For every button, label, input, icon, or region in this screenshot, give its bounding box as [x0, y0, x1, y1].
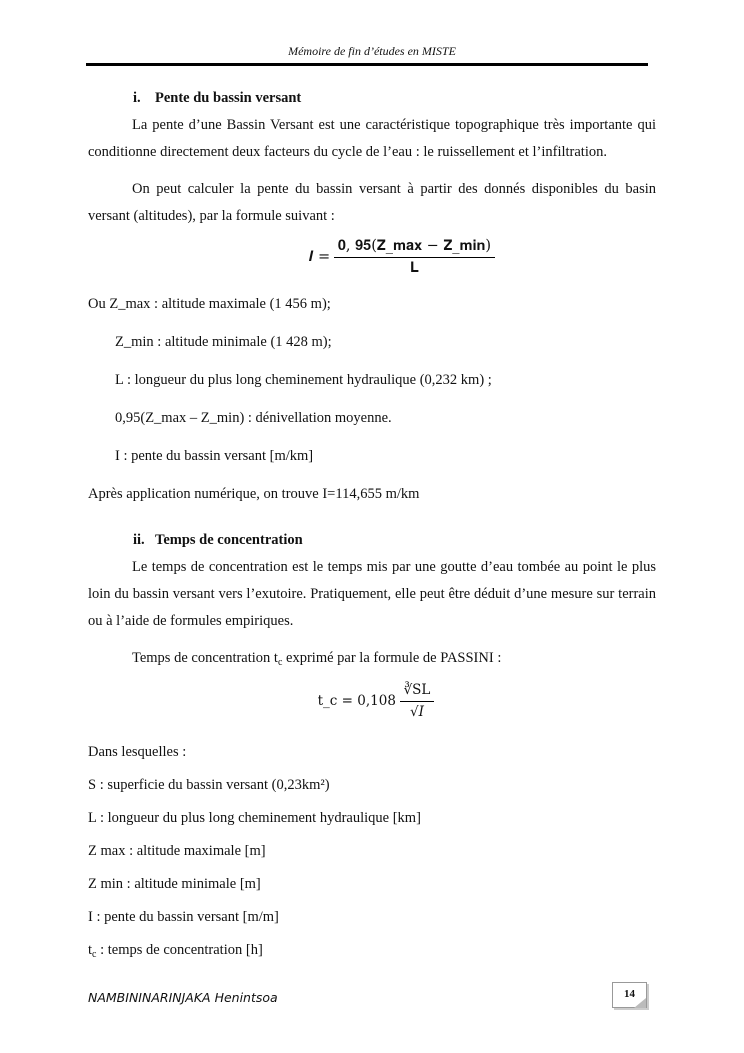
def-tc-prefix: t [88, 942, 93, 958]
section-i-heading [133, 88, 656, 108]
slope-formula [88, 238, 656, 290]
def-i2: I : pente du bassin versant [m/m] [88, 909, 279, 925]
section-ii-para2-sub: c [277, 657, 283, 668]
def-i: I : pente du bassin versant [m/km] [115, 448, 314, 464]
passini-formula-denominator: √𝐼 [409, 704, 424, 720]
section-ii-intro: Dans lesquelles : [88, 744, 187, 760]
passini-formula-numerator: ∛SL [400, 682, 435, 702]
section-i-result: Après application numérique, on trouve I=114,655 m/km [88, 486, 420, 502]
page-number: 14 [612, 982, 647, 1008]
def-zmin2: Z min : altitude minimale [m] [88, 876, 261, 892]
section-ii-number: ii. [133, 532, 145, 548]
def-zmax: Ou Z_max : altitude maximale (1 456 m); [88, 296, 331, 312]
def-zmax2: Z max : altitude maximale [m] [88, 843, 266, 859]
section-i-title: Pente du bassin versant [155, 90, 302, 106]
def-s: S : superficie du bassin versant (0,23km²) [88, 777, 330, 793]
section-ii-para2 [88, 645, 656, 676]
def-tc-suffix: : temps de concentration [h] [96, 942, 263, 958]
page-number-fold [634, 998, 646, 1008]
section-ii-title: Temps de concentration [155, 532, 303, 548]
section-ii-para1: Le temps de concentration est le temps mis par une goutte d’eau tombée au point le plus loin du bassin versant vers l’exutoire. Pratiquement, elle peut être déduit d’une mesure sur terrain ou à l’aide de formules empiriques. [88, 559, 656, 629]
def-tc-sub: c [92, 949, 97, 960]
section-ii-para2-prefix: Temps de concentration t [132, 650, 278, 666]
def-tc [88, 940, 656, 965]
section-ii-para2-suffix: exprimé par la formule de PASSINI : [282, 650, 502, 666]
def-zmin: Z_min : altitude minimale (1 428 m); [115, 334, 332, 350]
def-denivellation: 0,95(Z_max – Z_min) : dénivellation moyenne. [115, 410, 392, 426]
passini-formula [88, 682, 656, 738]
footer-author: NAMBININARINJAKA Henintsoa [88, 990, 278, 1005]
slope-formula-denominator: 𝐋 [409, 260, 419, 276]
section-i-para1: La pente d’une Bassin Versant est une caractéristique topographique très importante qui conditionne directement deux facteurs du cycle de l’eau : le ruissellement et l’infiltration. [88, 117, 656, 160]
section-i-para2: On peut calculer la pente du bassin versant à partir des donnés disponibles du basin versant (altitudes), par la formule suivant : [88, 181, 656, 224]
page-content [88, 88, 656, 965]
passini-formula-lhs: t_c = 0,108 [317, 693, 396, 709]
section-i-number: i. [133, 90, 141, 106]
header-rule [86, 63, 648, 66]
page-header-title: Mémoire de fin d’études en MISTE [288, 44, 456, 58]
section-ii-heading [133, 530, 656, 550]
slope-formula-lhs: 𝑰 = [308, 249, 331, 265]
passini-formula-fraction [400, 682, 435, 720]
def-l: L : longueur du plus long cheminement hydraulique (0,232 km) ; [115, 372, 492, 388]
slope-formula-fraction [334, 238, 495, 276]
def-l2: L : longueur du plus long cheminement hydraulique [km] [88, 810, 421, 826]
slope-formula-numerator: 𝟎, 𝟗𝟓(𝐙_𝐦𝐚𝐱 − 𝐙_𝐦𝐢𝐧) [334, 238, 495, 258]
